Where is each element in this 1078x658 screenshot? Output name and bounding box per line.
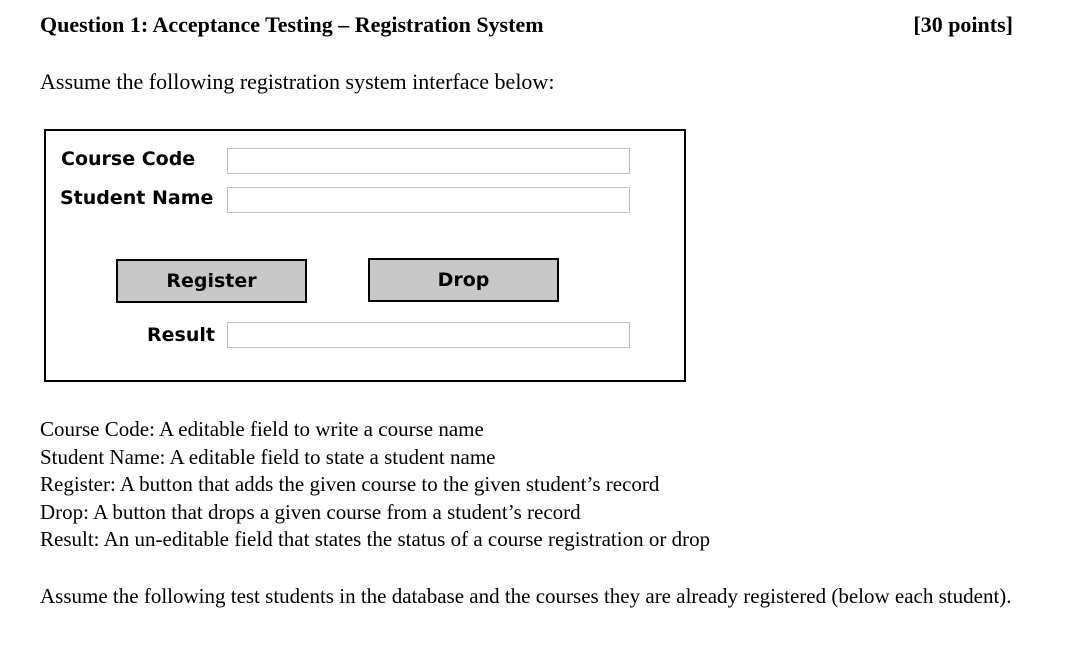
description-line: Course Code: A editable field to write a course name xyxy=(40,417,484,441)
field-descriptions xyxy=(40,416,710,554)
result-field xyxy=(227,322,630,348)
result-label: Result xyxy=(147,324,215,346)
intro-text: Assume the following registration system interface below: xyxy=(40,69,555,94)
question-points: [30 points] xyxy=(913,12,1013,37)
registration-form xyxy=(44,129,686,382)
course-code-label: Course Code xyxy=(61,148,196,170)
description-line: Result: An un-editable field that states the status of a course registration or drop xyxy=(40,527,711,551)
course-code-input[interactable] xyxy=(227,148,630,174)
question-title: Question 1: Acceptance Testing – Registration System xyxy=(40,12,544,37)
description-line: Register: A button that adds the given course to the given student’s record xyxy=(40,472,660,496)
register-button[interactable]: Register xyxy=(116,259,307,303)
student-name-label: Student Name xyxy=(60,187,214,209)
student-name-input[interactable] xyxy=(227,187,630,213)
drop-button[interactable]: Drop xyxy=(368,258,559,302)
closing-paragraph: Assume the following test students in the database and the courses they are already registered (below each student). xyxy=(40,584,1012,608)
description-line: Student Name: A editable field to state a student name xyxy=(40,444,496,469)
description-line: Drop: A button that drops a given course from a student’s record xyxy=(40,499,581,524)
